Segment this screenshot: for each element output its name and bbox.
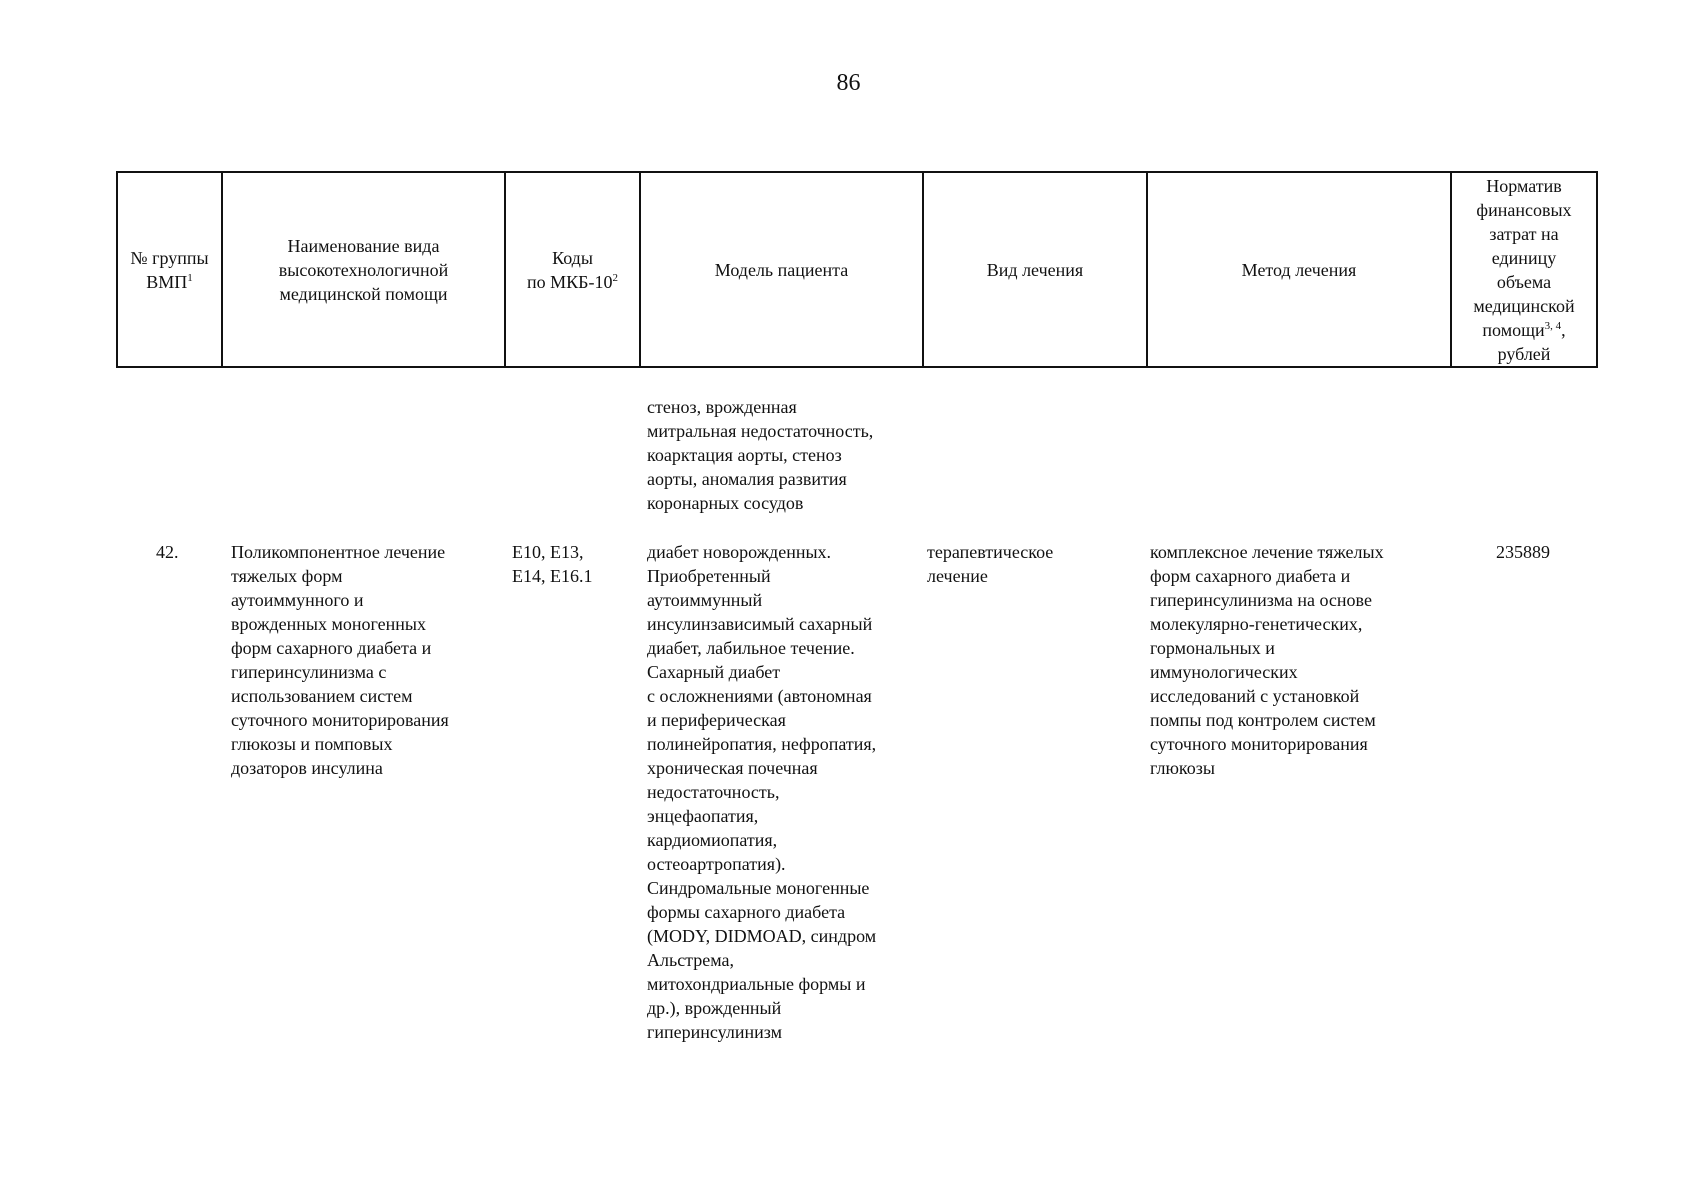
header-group-number: № группы ВМП$^1$	[117, 172, 222, 367]
row-treatment-type	[927, 540, 1137, 588]
text-line: аорты, аномалия развития	[647, 469, 847, 489]
text-line: гиперинсулинизма на основе	[1150, 590, 1372, 610]
text-line: инсулинзависимый сахарный	[647, 614, 873, 634]
text-line: др.), врожденный	[647, 998, 782, 1018]
text-line: остеоартропатия).	[647, 854, 786, 874]
row-treatment-method	[1150, 540, 1435, 780]
text-line: глюкозы	[1150, 758, 1215, 778]
continuation-patient-model	[647, 395, 917, 515]
text-line: иммунологических	[1150, 662, 1298, 682]
header-cost-norm: Норматив финансовых затрат на единицу объема медицинской помощи$^{3, 4}$, рублей	[1451, 172, 1597, 367]
row-patient-model	[647, 540, 917, 1044]
text-line: терапевтическое	[927, 542, 1054, 562]
text-line: суточного мониторирования	[231, 710, 449, 730]
text-line: хроническая почечная	[647, 758, 818, 778]
row-care-type-name	[231, 540, 483, 780]
text-line: использованием систем	[231, 686, 413, 706]
text-line: диабет новорожденных.	[647, 542, 832, 562]
table-header	[116, 171, 1598, 368]
header-treatment-type: Вид лечения	[923, 172, 1147, 367]
text-line: Синдромальные моногенные	[647, 878, 870, 898]
text-line: глюкозы и помповых	[231, 734, 393, 754]
text-line: тяжелых форм	[231, 566, 343, 586]
row-group-number: 42.	[156, 542, 179, 562]
header-icd-codes: Коды по МКБ-$10^2$	[505, 172, 640, 367]
page-number: 86	[836, 70, 861, 96]
text-line: с осложнениями (автономная	[647, 686, 872, 706]
text-line: гормональных и	[1150, 638, 1275, 658]
text-line: диабет, лабильное течение.	[647, 638, 855, 658]
header-patient-model: Модель пациента	[640, 172, 923, 367]
text-line: кардиомиопатия,	[647, 830, 778, 850]
text-line: коарктация аорты, стеноз	[647, 445, 842, 465]
text-line: лечение	[927, 566, 988, 586]
text-line: Поликомпонентное лечение	[231, 542, 446, 562]
text-line: Приобретенный	[647, 566, 771, 586]
header-treatment-method: Метод лечения	[1147, 172, 1451, 367]
header-care-type-name: Наименование вида высокотехнологичной медицинской помощи	[222, 172, 505, 367]
text-line: гиперинсулинизма с	[231, 662, 387, 682]
text-line: митохондриальные формы и	[647, 974, 866, 994]
text-line: митральная недостаточность,	[647, 421, 874, 441]
text-line: формы сахарного диабета	[647, 902, 846, 922]
text-line: дозаторов инсулина	[231, 758, 383, 778]
text-line: суточного мониторирования	[1150, 734, 1368, 754]
text-line: Альстрема,	[647, 950, 735, 970]
text-line: E10, E13,	[512, 542, 584, 562]
row-icd-codes	[512, 540, 632, 588]
text-line: аутоиммунный	[647, 590, 763, 610]
text-line: коронарных сосудов	[647, 493, 804, 513]
text-line: недостаточность,	[647, 782, 780, 802]
text-line: энцефаопатия,	[647, 806, 759, 826]
text-line: врожденных моногенных	[231, 614, 427, 634]
text-line: комплексное лечение тяжелых	[1150, 542, 1384, 562]
text-line: и периферическая	[647, 710, 786, 730]
text-line: (MODY, DIDMOAD, синдром	[647, 926, 877, 946]
text-line: гиперинсулинизм	[647, 1022, 782, 1042]
text-line: E14, E16.1	[512, 566, 593, 586]
text-line: молекулярно-генетических,	[1150, 614, 1363, 634]
text-line: помпы под контролем систем	[1150, 710, 1376, 730]
text-line: стеноз, врожденная	[647, 397, 797, 417]
text-line: исследований с установкой	[1150, 686, 1360, 706]
text-line: форм сахарного диабета и	[231, 638, 432, 658]
row-cost-norm: 235889	[1496, 542, 1550, 562]
text-line: Сахарный диабет	[647, 662, 781, 682]
text-line: аутоиммунного и	[231, 590, 364, 610]
text-line: полинейропатия, нефропатия,	[647, 734, 877, 754]
text-line: форм сахарного диабета и	[1150, 566, 1351, 586]
